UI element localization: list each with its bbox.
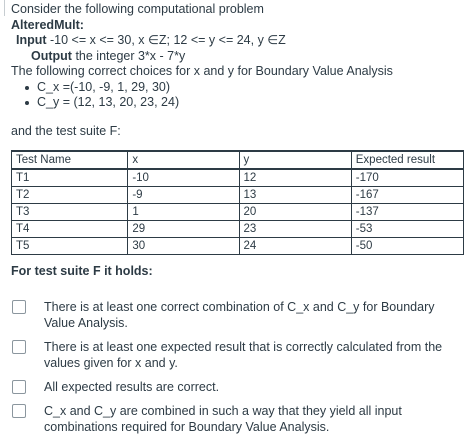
answer-option[interactable]	[12, 339, 462, 371]
cell-expected: -137	[351, 204, 463, 221]
test-suite-table	[11, 150, 464, 255]
answer-checkbox[interactable]	[12, 380, 26, 394]
input-line	[11, 33, 393, 49]
table-row	[12, 221, 464, 238]
header-test-name: Test Name	[12, 151, 128, 169]
cell-expected: -53	[351, 221, 463, 238]
answer-label: All expected results are correct.	[44, 380, 220, 394]
choices-list	[11, 80, 393, 111]
answer-option[interactable]	[12, 379, 462, 395]
table-row	[12, 187, 464, 204]
answer-option[interactable]	[12, 299, 462, 331]
cell-x: 29	[128, 221, 239, 238]
problem-statement	[11, 2, 393, 111]
cell-y: 20	[239, 204, 351, 221]
intro-text: Consider the following computational problem	[11, 2, 264, 16]
cell-x: 30	[128, 238, 239, 255]
answer-list	[12, 299, 462, 443]
header-x: x	[128, 151, 239, 169]
cell-test-name: T4	[12, 221, 128, 238]
output-line	[11, 49, 393, 65]
answer-checkbox[interactable]	[12, 340, 26, 354]
input-label: Input	[16, 33, 47, 47]
answer-label: C_x and C_y are combined in such a way that they yield all input combinations required for Boundary Value Analysis.	[44, 404, 402, 434]
output-text: the integer 3*x - 7*y	[71, 48, 186, 63]
output-label: Output	[31, 48, 72, 63]
input-text: -10 <= x <= 30, x ∈Z; 12 <= y <= 24, y ∈Z	[46, 33, 286, 47]
answer-option[interactable]	[12, 403, 462, 435]
cell-test-name: T2	[12, 187, 128, 204]
cell-y: 23	[239, 221, 351, 238]
suite-intro: and the test suite F:	[11, 124, 121, 138]
cell-test-name: T3	[12, 204, 128, 221]
cell-expected: -170	[351, 169, 463, 187]
cell-test-name: T1	[12, 169, 128, 187]
question-text: For test suite F it holds:	[11, 264, 153, 278]
cell-expected: -167	[351, 187, 463, 204]
cell-y: 12	[239, 169, 351, 187]
answer-checkbox[interactable]	[12, 404, 26, 418]
answer-label: There is at least one expected result that is correctly calculated from the values given for x and y.	[44, 340, 443, 370]
cell-x: -9	[128, 187, 239, 204]
table-row	[12, 169, 464, 187]
table-row	[12, 204, 464, 221]
choice-cx: C_x =(-10, -9, 1, 29, 30)	[37, 80, 393, 96]
answer-checkbox[interactable]	[12, 300, 26, 314]
cell-test-name: T5	[12, 238, 128, 255]
choice-cy: C_y = (12, 13, 20, 23, 24)	[37, 95, 393, 111]
table-header-row	[12, 151, 464, 169]
cell-x: -10	[128, 169, 239, 187]
choices-intro: The following correct choices for x and y for Boundary Value Analysis	[11, 64, 393, 78]
left-border	[4, 0, 5, 16]
cell-y: 24	[239, 238, 351, 255]
cell-expected: -50	[351, 238, 463, 255]
cell-x: 1	[128, 204, 239, 221]
answer-label: There is at least one correct combination of C_x and C_y for Boundary Value Analysis.	[44, 300, 435, 330]
header-y: y	[239, 151, 351, 169]
table-row	[12, 238, 464, 255]
header-expected: Expected result	[351, 151, 463, 169]
problem-name: AlteredMult:	[11, 17, 84, 32]
cell-y: 13	[239, 187, 351, 204]
